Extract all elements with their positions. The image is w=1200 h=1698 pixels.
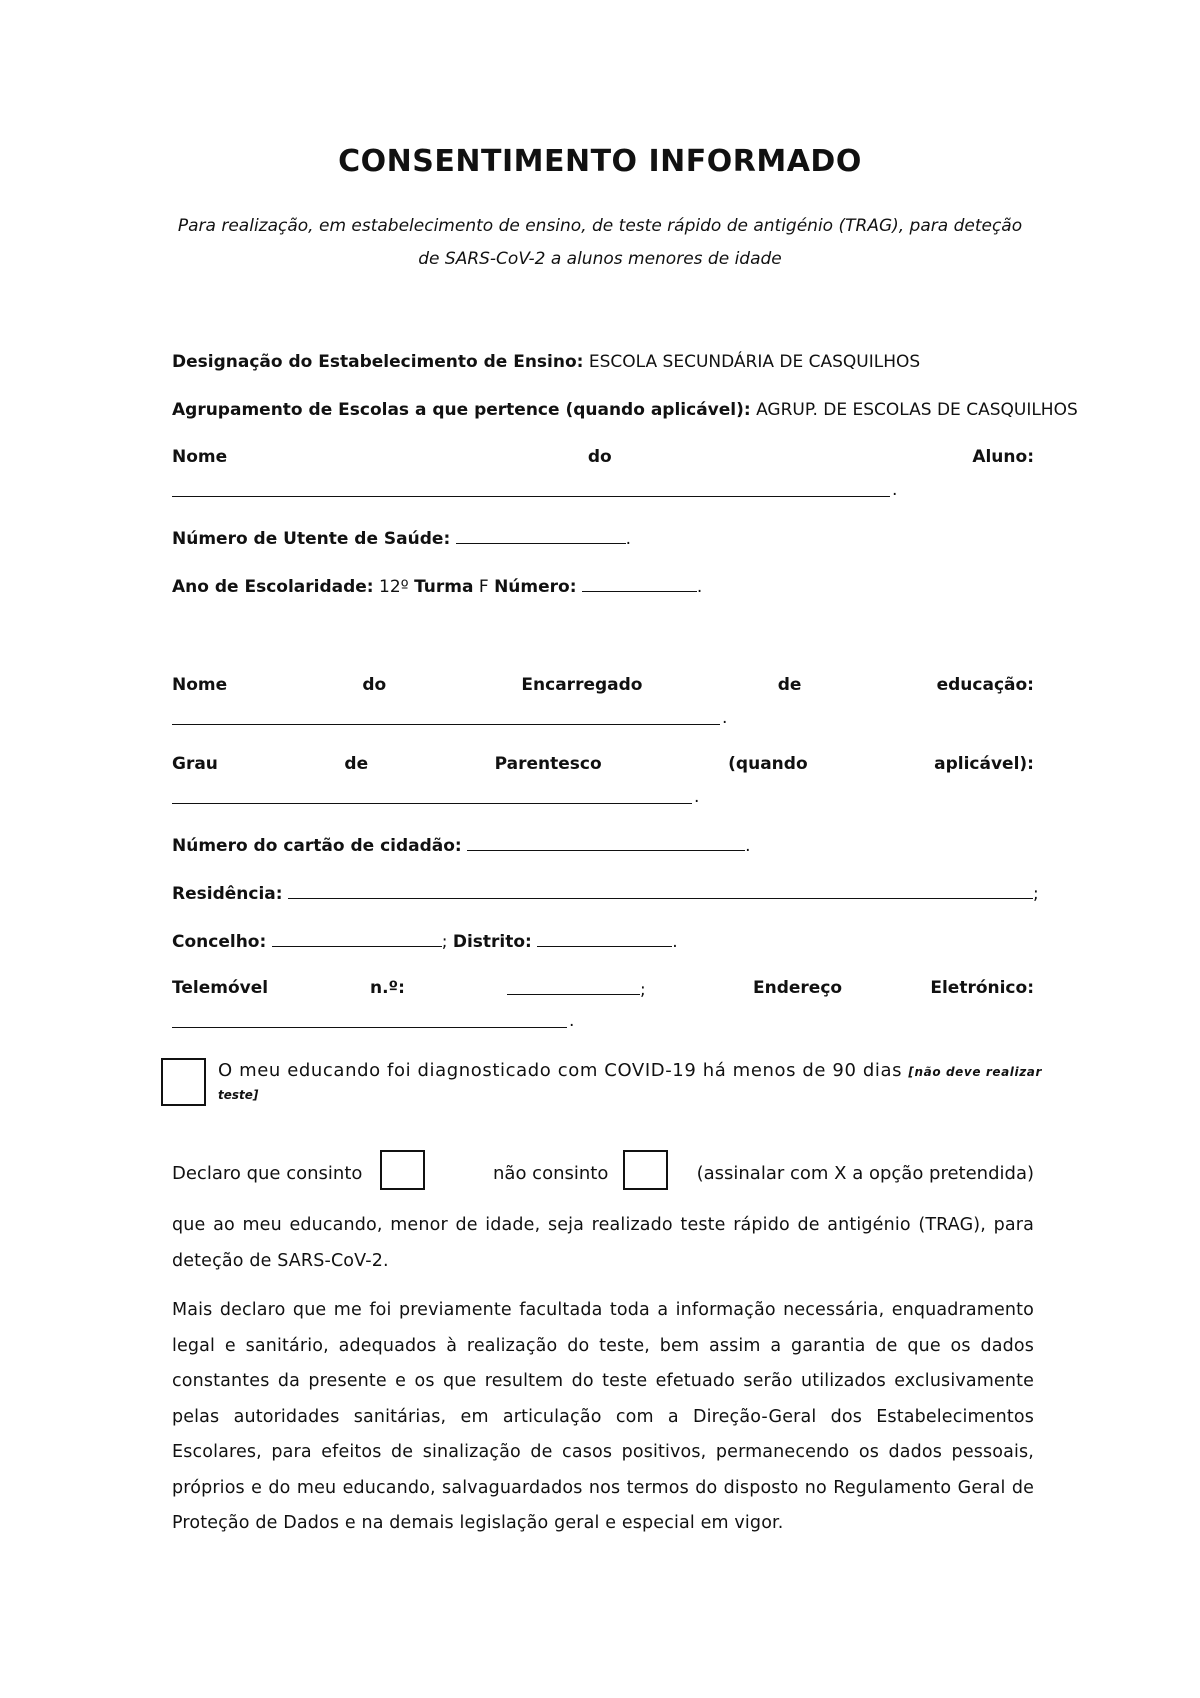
health-number-label: Número de Utente de Saúde:: [172, 529, 451, 549]
consent-checkbox[interactable]: [380, 1150, 425, 1190]
not-consent-label: não consinto: [493, 1163, 609, 1184]
district-label: Distrito:: [452, 932, 532, 952]
health-number-field[interactable]: [456, 525, 626, 544]
guardian-name-field[interactable]: [172, 724, 720, 725]
consent-statement: que ao meu educando, menor de idade, seja realizado teste rápido de antigénio (TRAG), para deteção de SARS-CoV-2.: [172, 1215, 1034, 1271]
school-designation-label: Designação do Estabelecimento de Ensino:: [172, 352, 584, 372]
residence-field[interactable]: [288, 880, 1033, 899]
guardian-name-word: Nome: [172, 675, 228, 695]
municipality-row: [172, 928, 1034, 954]
student-number-label: Número:: [494, 577, 577, 597]
citizen-card-row: [172, 832, 1034, 858]
period: .: [569, 1011, 575, 1031]
school-group-label: Agrupamento de Escolas a que pertence (quando aplicável):: [172, 400, 751, 420]
page-subtitle: Para realização, em estabelecimento de ensino, de teste rápido de antigénio (TRAG), para deteção de SARS-CoV-2 a alunos menores de idade: [177, 216, 1023, 269]
page-title: CONSENTIMENTO INFORMADO: [338, 144, 862, 179]
kinship-word: aplicável):: [934, 754, 1034, 774]
guardian-name-word: Encarregado: [521, 675, 643, 695]
period: .: [625, 529, 632, 549]
kinship-field[interactable]: [172, 803, 692, 804]
email-word: Eletrónico:: [930, 978, 1034, 998]
district-field[interactable]: [537, 928, 672, 947]
school-year-value: 12º: [379, 577, 409, 597]
citizen-card-field[interactable]: [467, 832, 745, 851]
school-designation-value: ESCOLA SECUNDÁRIA DE CASQUILHOS: [588, 352, 921, 372]
student-name-word: Nome: [172, 447, 228, 467]
semicolon: ;: [441, 932, 448, 952]
consent-label: Declaro que consinto: [172, 1163, 363, 1184]
guardian-name-word: de: [777, 675, 802, 695]
kinship-row: [172, 752, 1034, 776]
health-number-row: [172, 525, 1034, 551]
not-consent-checkbox[interactable]: [623, 1150, 668, 1190]
class-label: Turma: [414, 577, 474, 597]
student-name-row: [172, 445, 1034, 469]
kinship-word: (quando: [728, 754, 808, 774]
covid-diagnosis-note: teste]: [218, 1088, 259, 1102]
semicolon: ;: [1032, 884, 1039, 904]
student-number-field[interactable]: [582, 573, 697, 592]
period: .: [745, 836, 751, 856]
student-name-word: do: [587, 447, 612, 467]
email-word: Endereço: [753, 978, 843, 998]
covid-diagnosis-note: [não deve realizar: [908, 1065, 1043, 1079]
phone-word: Telemóvel: [172, 978, 269, 998]
covid-diagnosis-row: [218, 1058, 1043, 1085]
school-group-value: AGRUP. DE ESCOLAS DE CASQUILHOS: [756, 400, 1078, 420]
school-group-row: [172, 398, 1078, 422]
period: .: [672, 932, 678, 952]
student-name-field[interactable]: [172, 496, 890, 497]
residence-row: [172, 880, 1039, 906]
guardian-name-row: [172, 673, 1034, 697]
data-protection-declaration: Mais declaro que me foi previamente facultada toda a informação necessária, enquadramento legal e sanitário, adequados à realização do teste, bem assim a garantia de que os dados constantes da presente e os que resultem do teste efetuado serão utilizados exclusivamente pelas autoridades sanitárias, em articulação com a Direção-Geral dos Estabelecimentos Escolares, para efeitos de sinalização de casos positivos, permanecendo os dados pessoais, próprios e do meu educando, salvaguardados nos termos do disposto no Regulamento Geral de Proteção de Dados e na demais legislação geral e especial em vigor.: [172, 1300, 1034, 1533]
school-year-label: Ano de Escolaridade:: [172, 577, 374, 597]
municipality-label: Concelho:: [172, 932, 267, 952]
municipality-field[interactable]: [272, 928, 442, 947]
student-name-word: Aluno:: [972, 447, 1034, 467]
kinship-word: de: [344, 754, 369, 774]
class-value: F: [478, 577, 489, 597]
email-field[interactable]: [172, 1027, 567, 1028]
school-year-row: [172, 573, 1034, 599]
period: .: [722, 708, 728, 728]
consent-instruction: (assinalar com X a opção pretendida): [696, 1163, 1034, 1184]
kinship-word: Parentesco: [494, 754, 602, 774]
phone-field[interactable]: [507, 976, 640, 995]
phone-email-row: [172, 976, 1034, 1000]
school-designation-row: [172, 350, 1034, 374]
guardian-name-word: do: [362, 675, 387, 695]
consent-row: [172, 1162, 1034, 1188]
semicolon: ;: [640, 980, 646, 1000]
period: .: [892, 480, 898, 500]
period: .: [694, 787, 700, 807]
citizen-card-label: Número do cartão de cidadão:: [172, 836, 462, 856]
covid-diagnosis-text: O meu educando foi diagnosticado com COVID-19 há menos de 90 dias: [218, 1060, 903, 1081]
covid-diagnosis-checkbox[interactable]: [161, 1058, 206, 1106]
phone-word: n.º:: [370, 978, 405, 998]
residence-label: Residência:: [172, 884, 283, 904]
kinship-word: Grau: [172, 754, 218, 774]
guardian-name-word: educação:: [936, 675, 1034, 695]
period: .: [696, 577, 703, 597]
